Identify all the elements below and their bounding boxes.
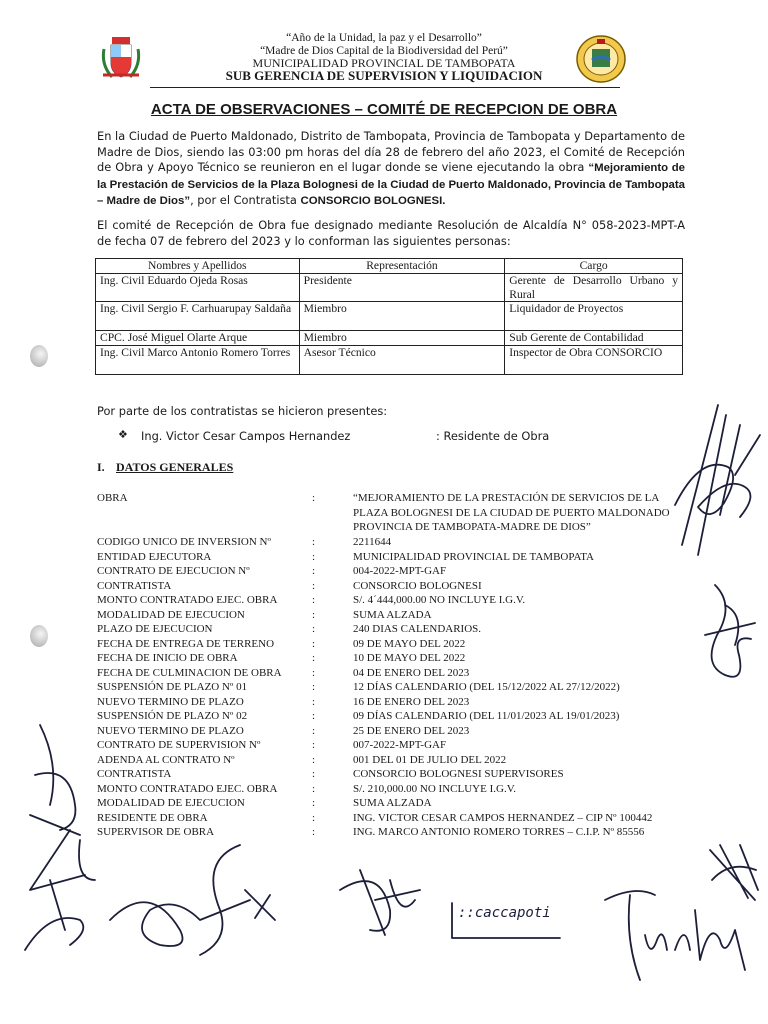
member-role: Miembro (299, 302, 505, 331)
list-item (97, 550, 697, 565)
list-item (97, 608, 697, 623)
field-label: MODALIDAD DE EJECUCION (97, 608, 245, 621)
list-item (97, 767, 697, 782)
field-label: SUPERVISOR DE OBRA (97, 826, 215, 838)
field-value: 16 DE ENERO DEL 2023 (353, 695, 470, 708)
member-position: Sub Gerente de Contabilidad (505, 331, 683, 346)
colon: : (312, 811, 316, 824)
list-item (97, 724, 697, 739)
signature-left-upper (20, 715, 95, 845)
field-label: MONTO CONTRATADO EJEC. OBRA (97, 782, 278, 795)
colon: : (312, 710, 316, 722)
member-role: Asesor Técnico (299, 346, 505, 375)
field-value: 007-2022-MPT-GAF (353, 739, 447, 751)
field-value: 240 DIAS CALENDARIOS. (353, 623, 482, 635)
list-item (97, 666, 697, 681)
colon: : (312, 797, 316, 809)
field-value: PLAZA BOLOGNESI DE LA CIUDAD DE PUERTO MALDONADO (353, 506, 670, 519)
field-label: CONTRATISTA (97, 579, 172, 592)
obra-name: “Mejoramiento de la Prestación de Servicios de la Plaza Bolognesi de la Ciudad de Puerto Maldonado, Provincia de Tambopata – Madre de Dios” (97, 162, 685, 208)
member-name: CPC. José Miguel Olarte Arque (96, 331, 300, 346)
colon: : (312, 492, 316, 504)
field-value: S/. 210,000.00 NO INCLUYE I.G.V. (353, 782, 516, 795)
field-label: ADENDA AL CONTRATO Nº (97, 753, 235, 766)
signature-left-lower (10, 820, 110, 960)
field-label: FECHA DE CULMINACION DE OBRA (97, 666, 282, 679)
list-item (97, 709, 697, 724)
colon: : (312, 579, 316, 592)
field-label: OBRA (97, 492, 128, 504)
contratista-name: CONSORCIO BOLOGNESI. (300, 195, 446, 208)
field-value: 04 DE ENERO DEL 2023 (353, 666, 470, 679)
section-title: DATOS GENERALES (116, 460, 234, 474)
list-item (97, 491, 697, 506)
list-item (97, 535, 697, 550)
field-value: 004-2022-MPT-GAF (353, 565, 447, 577)
list-item (97, 796, 697, 811)
list-item (97, 811, 697, 826)
field-value: “MEJORAMIENTO DE LA PRESTACIÓN DE SERVICIOS DE LA (353, 492, 660, 504)
field-label: PLAZO DE EJECUCION (97, 623, 213, 635)
member-position: Inspector de Obra CONSORCIO (505, 346, 683, 375)
signature-romero (595, 880, 755, 990)
punch-hole (30, 345, 48, 367)
field-value: 25 DE ENERO DEL 2023 (353, 724, 470, 737)
field-value: PROVINCIA DE TAMBOPATA-MADRE DE DIOS” (353, 521, 591, 533)
header-divider (150, 87, 620, 88)
field-value: 001 DEL 01 DE JULIO DEL 2022 (353, 753, 507, 766)
field-label: CONTRATISTA (97, 768, 172, 780)
committee-intro-paragraph: El comité de Recepción de Obra fue designado mediante Resolución de Alcaldía N° 058-2023-MPT-A de fecha 07 de febrero del 2023 y lo conforman las siguientes personas: (97, 218, 685, 248)
signature-right-middle (695, 575, 765, 695)
table-row (96, 346, 683, 375)
header-motto-region: “Madre de Dios Capital de la Biodiversidad del Perú” (260, 45, 508, 57)
member-position: Liquidador de Proyectos (505, 302, 683, 331)
field-label: CONTRATO DE SUPERVISION Nº (97, 739, 261, 751)
intro-paragraph (97, 129, 685, 210)
list-item (97, 782, 697, 797)
field-label: NUEVO TERMINO DE PLAZO (97, 724, 244, 737)
field-label: NUEVO TERMINO DE PLAZO (97, 695, 244, 708)
colon: : (312, 753, 316, 766)
list-item (97, 651, 697, 666)
field-label: CODIGO UNICO DE INVERSION Nº (97, 536, 271, 548)
field-value: ING. MARCO ANTONIO ROMERO TORRES – C.I.P. Nº 85556 (353, 826, 645, 838)
field-value: CONSORCIO BOLOGNESI (353, 579, 482, 592)
header-municipality: MUNICIPALIDAD PROVINCIAL DE TAMBOPATA (252, 56, 516, 70)
member-name: Ing. Civil Eduardo Ojeda Rosas (96, 274, 300, 302)
field-value: 10 DE MAYO DEL 2022 (353, 652, 466, 664)
field-label: ENTIDAD EJECUTORA (97, 550, 212, 563)
field-value: S/. 4´444,000.00 NO INCLUYE I.G.V. (353, 594, 526, 606)
list-item (97, 825, 697, 840)
list-item (97, 506, 697, 521)
list-item (97, 564, 697, 579)
field-value: 2211644 (353, 536, 392, 548)
list-item (97, 753, 697, 768)
intro-text-b: , por el Contratista (190, 193, 301, 208)
colon: : (312, 594, 316, 606)
contractors-intro: Por parte de los contratistas se hicieron presentes: (97, 404, 388, 418)
field-label: RESIDENTE DE OBRA (97, 811, 208, 824)
list-item (97, 579, 697, 594)
member-role: Presidente (299, 274, 505, 302)
header-subgerencia: SUB GERENCIA DE SUPERVISION Y LIQUIDACION (225, 68, 543, 83)
list-item (97, 622, 697, 637)
table-row (96, 302, 683, 331)
field-value: MUNICIPALIDAD PROVINCIAL DE TAMBOPATA (353, 550, 594, 563)
bullet-icon: ❖ (118, 428, 128, 441)
colon: : (312, 666, 316, 679)
colon: : (312, 550, 316, 563)
colon: : (312, 782, 316, 795)
colon: : (312, 608, 316, 621)
signature-ojeda (90, 840, 290, 960)
field-label: MONTO CONTRATADO EJEC. OBRA (97, 594, 278, 606)
colon: : (312, 623, 316, 635)
list-item (97, 738, 697, 753)
field-label: FECHA DE ENTREGA DE TERRENO (97, 637, 275, 650)
signature-right-bottom (700, 840, 765, 910)
member-name: Ing. Civil Marco Antonio Romero Torres (96, 346, 300, 375)
list-item (97, 520, 697, 535)
colon: : (312, 739, 316, 751)
list-item (97, 637, 697, 652)
field-value: ING. VICTOR CESAR CAMPOS HERNANDEZ – CIP Nº 100442 (353, 811, 653, 824)
field-label: SUSPENSIÓN DE PLAZO Nº 02 (97, 710, 248, 722)
field-value: 12 DÍAS CALENDARIO (DEL 15/12/2022 AL 27/12/2022) (353, 681, 620, 693)
list-item (97, 695, 697, 710)
field-label: FECHA DE INICIO DE OBRA (97, 652, 238, 664)
colon: : (312, 536, 316, 548)
contractor-role: : Residente de Obra (436, 429, 550, 443)
colon: : (312, 637, 316, 650)
field-value: SUMA ALZADA (353, 608, 432, 621)
table-row (96, 331, 683, 346)
field-label: SUSPENSIÓN DE PLAZO Nº 01 (97, 681, 248, 693)
member-role: Miembro (299, 331, 505, 346)
committee-table (95, 258, 683, 375)
colon: : (312, 565, 316, 577)
field-value: CONSORCIO BOLOGNESI SUPERVISORES (353, 768, 564, 780)
contractor-name: Ing. Victor Cesar Campos Hernandez (141, 429, 351, 443)
colon: : (312, 768, 316, 780)
punch-hole (30, 625, 48, 647)
signature-olarte-text: ::caccapoti (458, 905, 551, 921)
colon: : (312, 652, 316, 664)
section-number: I. (97, 460, 105, 474)
colon: : (312, 826, 316, 838)
table-row (96, 274, 683, 302)
header-motto-year: “Año de la Unidad, la paz y el Desarrollo” (286, 32, 482, 44)
column-header: Representación (299, 259, 505, 274)
signature-carhuarupay (330, 860, 430, 945)
colon: : (312, 724, 316, 737)
intro-text-a: En la Ciudad de Puerto Maldonado, Distrito de Tambopata, Provincia de Tambopata y Departamento de Madre de Dios, siendo las 03:00 pm horas del día 28 de febrero del año 2023, el Comité de Recepción de Obra y Apoyo Técnico se reunieron en el lugar donde se viene ejecutando la obra (97, 129, 685, 175)
colon: : (312, 695, 316, 708)
member-name: Ing. Civil Sergio F. Carhuarupay Saldaña (96, 302, 300, 331)
column-header: Cargo (505, 259, 683, 274)
member-position: Gerente de Desarrollo Urbano y Rural (505, 274, 683, 302)
field-value: 09 DE MAYO DEL 2022 (353, 637, 466, 650)
colon: : (312, 681, 316, 693)
table-header-row (96, 259, 683, 274)
column-header: Nombres y Apellidos (96, 259, 300, 274)
field-value: 09 DÍAS CALENDARIO (DEL 11/01/2023 AL 19/01/2023) (353, 710, 620, 722)
document-title: ACTA DE OBSERVACIONES – COMITÉ DE RECEPCION DE OBRA (150, 101, 618, 118)
list-item (97, 680, 697, 695)
field-value: SUMA ALZADA (353, 797, 432, 809)
list-item (97, 593, 697, 608)
field-label: MODALIDAD DE EJECUCION (97, 797, 245, 809)
field-label: CONTRATO DE EJECUCION Nº (97, 565, 250, 577)
